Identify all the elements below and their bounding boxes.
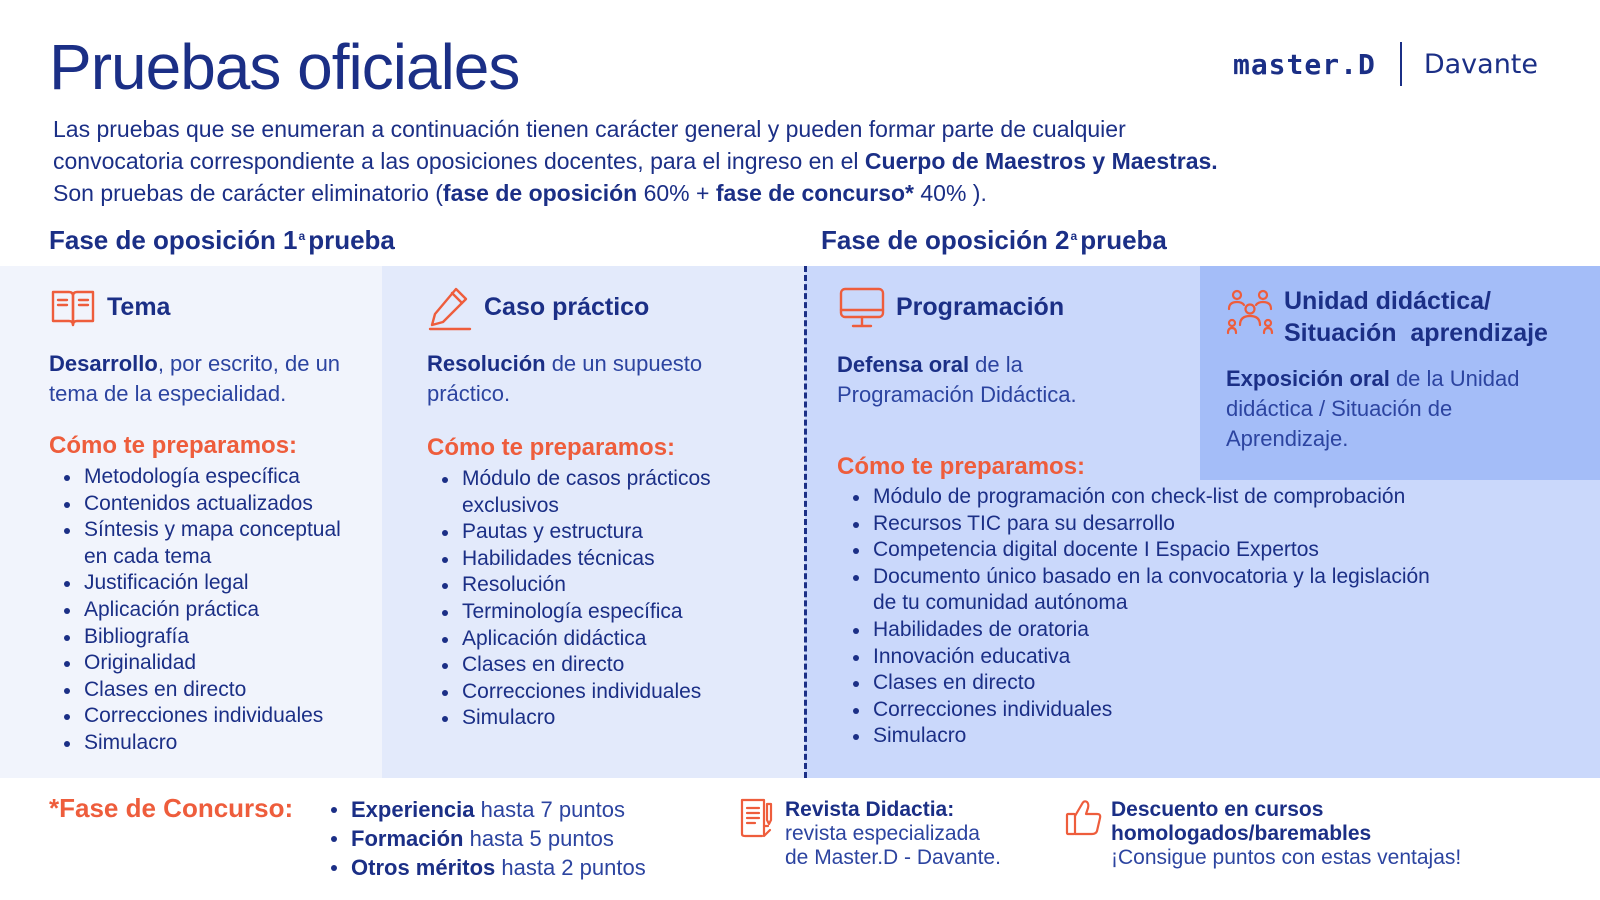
thumbs-up-icon xyxy=(1064,796,1104,840)
group-people-icon xyxy=(1226,287,1274,335)
list-item: Contenidos actualizados xyxy=(48,491,378,518)
list-item: Originalidad xyxy=(48,650,378,677)
list-item: Clases en directo xyxy=(837,670,1477,697)
unidad-didactica-description: Exposición oral de la Unidad didáctica / Situación de Aprendizaje. xyxy=(1226,366,1520,451)
masterd-logo: master.D xyxy=(1232,47,1376,81)
list-item: Formación hasta 5 puntos xyxy=(325,824,646,853)
tema-prep-list xyxy=(48,464,378,757)
list-item: Terminología específica xyxy=(426,599,746,626)
open-book-icon xyxy=(49,283,97,331)
list-item: Correcciones individuales xyxy=(837,697,1477,724)
intro-line-3: Son pruebas de carácter eliminatorio (fase de oposición 60% + fase de concurso* 40% ). xyxy=(53,180,987,206)
list-item: Simulacro xyxy=(48,730,378,757)
logo-group xyxy=(1233,40,1538,88)
tema-description: Desarrollo, por escrito, de un tema de la especialidad. xyxy=(49,351,341,406)
programacion-prep-heading: Cómo te preparamos: xyxy=(837,453,1086,480)
tema-prep-heading: Cómo te preparamos: xyxy=(49,432,298,459)
list-item: Metodología específica xyxy=(48,464,378,491)
pencil-icon xyxy=(426,283,474,331)
davante-logo: Davante xyxy=(1423,48,1538,80)
monitor-icon xyxy=(838,283,886,331)
unidad-didactica-title: Unidad didáctica/ Situación aprendizaje xyxy=(1226,285,1548,349)
tema-title: Tema xyxy=(49,283,170,331)
intro-paragraph xyxy=(53,113,1433,209)
programacion-prep-list xyxy=(837,484,1477,750)
caso-practico-prep-list xyxy=(426,466,746,732)
concurso-label: *Fase de Concurso: xyxy=(49,793,294,823)
document-icon xyxy=(736,796,776,840)
list-item: Experiencia hasta 7 puntos xyxy=(325,795,646,824)
list-item: Habilidades técnicas xyxy=(426,546,746,573)
list-item: Simulacro xyxy=(837,723,1477,750)
list-item: Simulacro xyxy=(426,705,746,732)
list-item: Resolución xyxy=(426,572,746,599)
list-item: Justificación legal xyxy=(48,570,378,597)
logo-divider xyxy=(1400,42,1402,86)
list-item: Correcciones individuales xyxy=(426,679,746,706)
list-item: Módulo de casos prácticos exclusivos xyxy=(426,466,746,519)
caso-practico-description: Resolución de un supuesto práctico. xyxy=(427,351,703,406)
caso-practico-prep-heading: Cómo te preparamos: xyxy=(427,434,676,461)
revista-block: Revista Didactia: revista especializada de Master.D - Davante. xyxy=(785,798,1001,869)
list-item: Documento único basado en la convocatoria y la legislación de tu comunidad autónoma xyxy=(837,564,1457,617)
list-item: Habilidades de oratoria xyxy=(837,617,1477,644)
caso-practico-title: Caso práctico xyxy=(426,283,649,331)
programacion-title: Programación xyxy=(838,283,1064,331)
list-item: Recursos TIC para su desarrollo xyxy=(837,511,1477,538)
list-item: Correcciones individuales xyxy=(48,703,378,730)
list-item: Otros méritos hasta 2 puntos xyxy=(325,853,646,882)
list-item: Síntesis y mapa conceptual en cada tema xyxy=(48,517,348,570)
intro-line-2: convocatoria correspondiente a las oposiciones docentes, para el ingreso en el Cuerpo de Maestros y Maestras. xyxy=(53,148,1218,174)
intro-line-1: Las pruebas que se enumeran a continuación tienen carácter general y pueden formar parte de cualquier xyxy=(53,116,1126,142)
phase-1-heading: Fase de oposición 1$^a$ prueba xyxy=(49,225,395,255)
list-item: Clases en directo xyxy=(48,677,378,704)
list-item: Módulo de programación con check-list de comprobación xyxy=(837,484,1477,511)
list-item: Pautas y estructura xyxy=(426,519,746,546)
list-item: Competencia digital docente I Espacio Expertos xyxy=(837,537,1477,564)
list-item: Clases en directo xyxy=(426,652,746,679)
page-title: Pruebas oficiales xyxy=(49,31,520,103)
list-item: Innovación educativa xyxy=(837,644,1477,671)
list-item: Bibliografía xyxy=(48,624,378,651)
list-item: Aplicación práctica xyxy=(48,597,378,624)
phase-2-heading: Fase de oposición 2$^a$ prueba xyxy=(821,225,1167,255)
revista-title: Revista Didactia: xyxy=(785,798,955,821)
list-item: Aplicación didáctica xyxy=(426,626,746,653)
phase-divider xyxy=(804,266,807,778)
descuento-block: Descuento en cursos homologados/baremables ¡Consigue puntos con estas ventajas! xyxy=(1111,798,1462,869)
concurso-merits-list xyxy=(325,795,646,882)
programacion-description: Defensa oral de la Programación Didáctica. xyxy=(837,352,1077,407)
